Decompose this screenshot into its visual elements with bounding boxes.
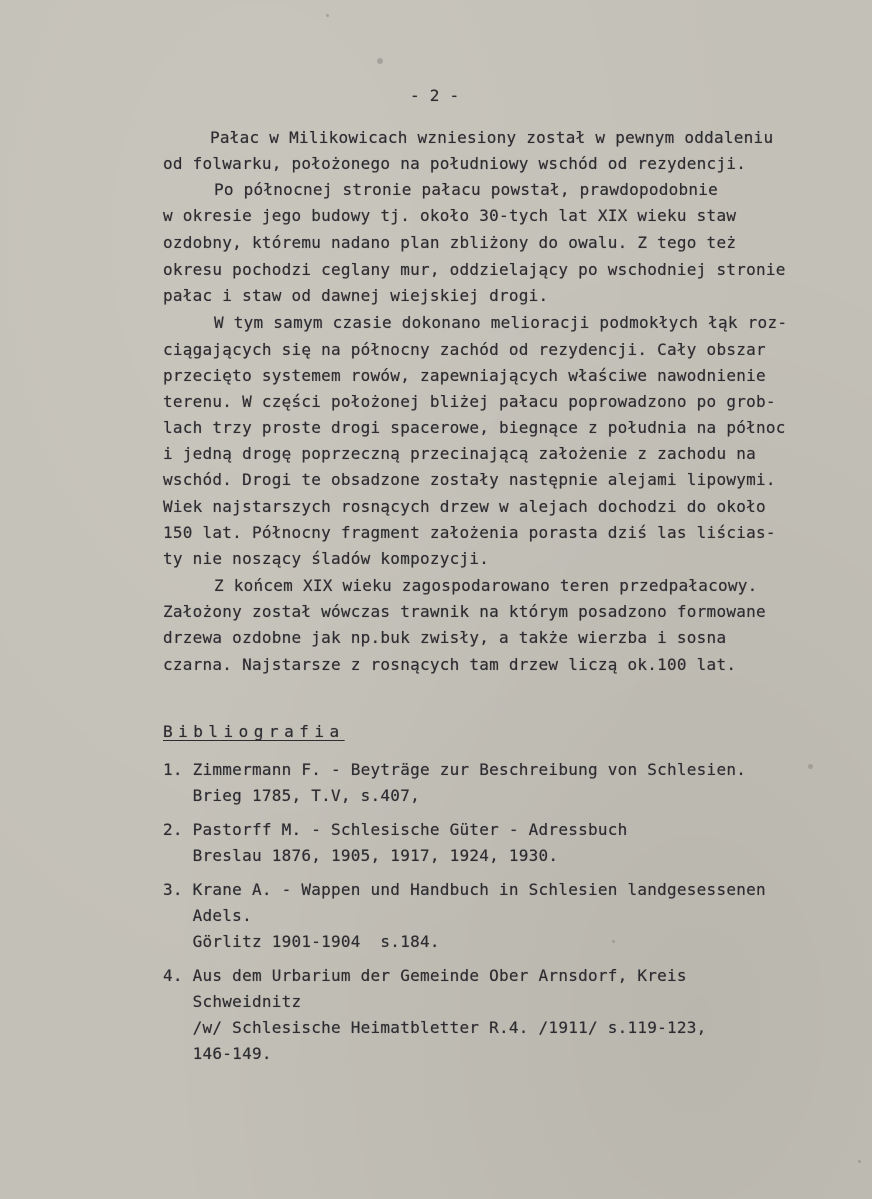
bibliography-entry-line: /w/ Schlesische Heimatbletter R.4. /1911/ s.119-123, [163, 1018, 707, 1037]
body-line: drzewa ozdobne jak np.buk zwisły, a także wierzba i sosna [163, 628, 727, 647]
body-line: lach trzy proste drogi spacerowe, biegnące z południa na północ [163, 418, 786, 437]
bibliography-entry-line: 3. Krane A. - Wappen und Handbuch in Schlesien landgesessenen [163, 880, 766, 899]
body-line: okresu pochodzi ceglany mur, oddzielający po wschodniej stronie [163, 260, 786, 279]
paper-speck [326, 14, 329, 17]
body-line: ciągających się na północny zachód od rezydencji. Cały obszar [163, 340, 766, 359]
bibliography-entry-line: Adels. [163, 906, 252, 925]
paper-speck [808, 764, 813, 769]
body-line: Wiek najstarszych rosnących drzew w alejach dochodzi do około [163, 497, 766, 516]
bibliography-entry-line: 4. Aus dem Urbarium der Gemeinde Ober Arnsdorf, Kreis [163, 966, 687, 985]
body-line: ozdobny, któremu nadano plan zbliżony do owalu. Z tego też [163, 233, 737, 252]
body-line: wschód. Drogi te obsadzone zostały następnie alejami lipowymi. [163, 470, 776, 489]
paper-speck [858, 1160, 861, 1163]
bibliography-entry-line: 146-149. [163, 1044, 272, 1063]
body-line: Założony został wówczas trawnik na którym posadzono formowane [163, 602, 766, 621]
paper-speck [377, 58, 383, 64]
bibliography-heading: Bibliografia [163, 722, 345, 741]
bibliography-entry-line: Breslau 1876, 1905, 1917, 1924, 1930. [163, 846, 559, 865]
body-line: W tym samym czasie dokonano melioracji podmokłych łąk roz- [214, 313, 788, 332]
body-line: pałac i staw od dawnej wiejskiej drogi. [163, 286, 549, 305]
body-line: 150 lat. Północny fragment założenia porasta dziś las liścias- [163, 523, 776, 542]
bibliography-entry-line: 2. Pastorff M. - Schlesische Güter - Adressbuch [163, 820, 628, 839]
body-line: czarna. Najstarsze z rosnących tam drzew liczą ok.100 lat. [163, 655, 737, 674]
body-line: ty nie noszący śladów kompozycji. [163, 549, 490, 568]
bibliography-entry-line: Schweidnitz [163, 992, 302, 1011]
bibliography-entry-line: Görlitz 1901-1904 s.184. [163, 932, 440, 951]
body-line: Pałac w Milikowicach wzniesiony został w pewnym oddaleniu [210, 128, 774, 147]
paper-speck [612, 940, 615, 943]
body-line: od folwarku, położonego na południowy wschód od rezydencji. [163, 154, 747, 173]
body-line: w okresie jego budowy tj. około 30-tych lat XIX wieku staw [163, 206, 737, 225]
bibliography-entry-line: Brieg 1785, T.V, s.407, [163, 786, 420, 805]
body-line: Po północnej stronie pałacu powstał, prawdopodobnie [214, 180, 719, 199]
body-line: terenu. W części położonej bliżej pałacu poprowadzono po grob- [163, 392, 776, 411]
page-number: - 2 - [410, 86, 460, 105]
body-line: i jedną drogę poprzeczną przecinającą założenie z zachodu na [163, 444, 756, 463]
body-line: Z końcem XIX wieku zagospodarowano teren przedpałacowy. [214, 576, 758, 595]
bibliography-entry-line: 1. Zimmermann F. - Beyträge zur Beschreibung von Schlesien. [163, 760, 747, 779]
body-line: przecięto systemem rowów, zapewniających właściwe nawodnienie [163, 366, 766, 385]
